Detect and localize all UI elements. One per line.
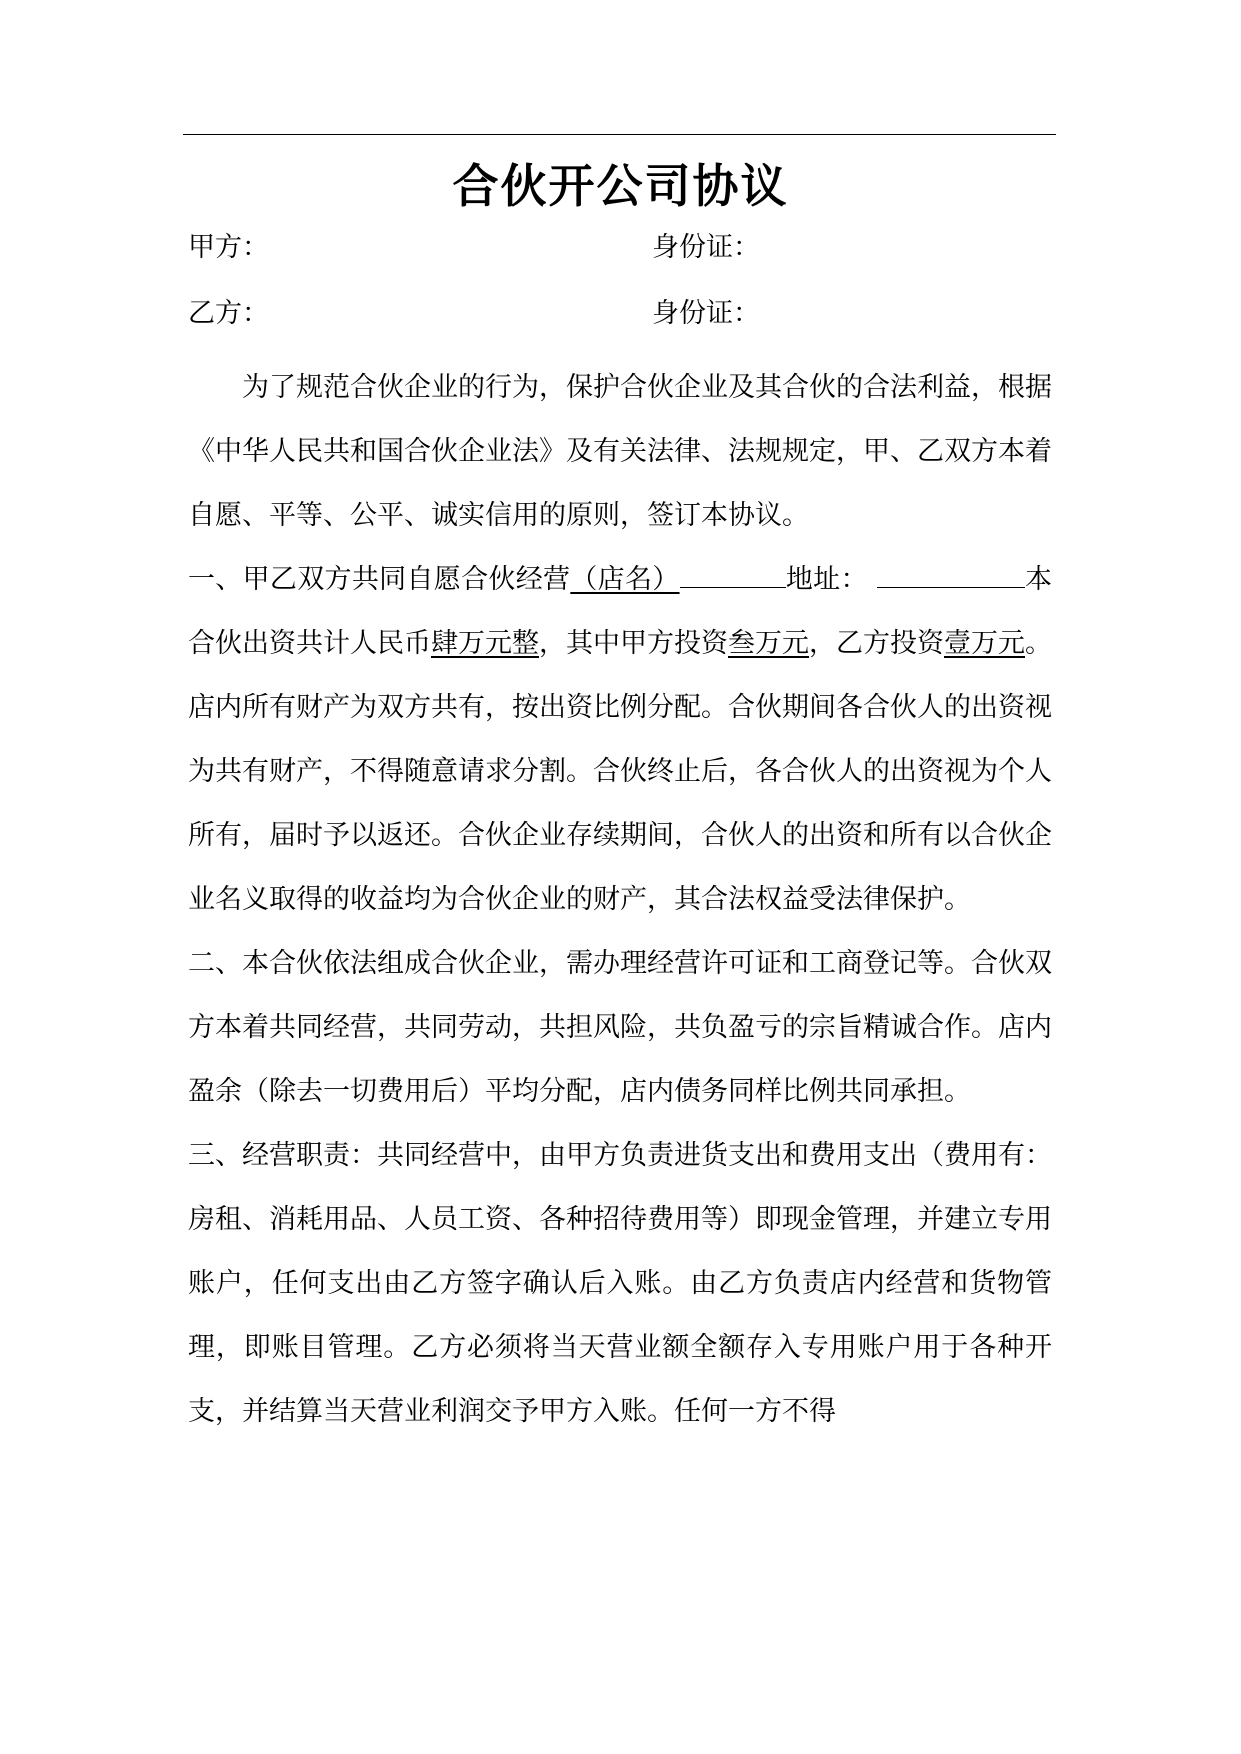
party-b-id-label: 身份证： <box>652 298 760 329</box>
party-a-label: 甲方： <box>188 232 269 263</box>
capital-mid-1: ，其中甲方投资 <box>539 628 728 659</box>
agreement-body <box>188 356 1052 1444</box>
capital-party-a: 叁万元 <box>728 628 809 659</box>
clause-3: 三、经营职责：共同经营中，由甲方负责进货支出和费用支出（费用有：房租、消耗用品、人员工资、各种招待费用等）即现金管理，并建立专用账户，任何支出由乙方签字确认后入账。由乙方负责店内经营和货物管理，即账目管理。乙方必须将当天营业额全额存入专用账户用于各种开支，并结算当天营业利润交予甲方入账。任何一方不得 <box>188 1140 1052 1427</box>
address-label: 地址： <box>785 564 868 595</box>
clause-1 <box>188 548 1052 932</box>
capital-mid-2: ，乙方投资 <box>809 628 944 659</box>
clause-1-rest: 。店内所有财产为双方共有，按出资比例分配。合伙期间各合伙人的出资视为共有财产，不得随意请求分割。合伙终止后，各合伙人的出资视为个人所有，届时予以返还。合伙企业存续期间，合伙人的出资和所有以合伙企业名义取得的收益均为合伙企业的财产，其合法权益受法律保护。 <box>188 628 1052 915</box>
shop-name-field: （店名） <box>570 564 680 595</box>
clause-1-lead: 一、甲乙双方共同自愿合伙经营 <box>188 564 571 595</box>
party-a-id-label: 身份证： <box>652 232 760 263</box>
document-title: 合伙开公司协议 <box>452 159 789 213</box>
capital-total: 肆万元整 <box>431 628 539 659</box>
capital-prefix: 本合伙出资共计人民币 <box>188 564 1053 659</box>
header-rule <box>183 134 1056 135</box>
address-blank <box>877 586 1025 588</box>
intro-paragraph: 为了规范合伙企业的行为，保护合伙企业及其合伙的合法利益，根据《中华人民共和国合伙企业法》及有关法律、法规规定，甲、乙双方本着自愿、平等、公平、诚实信用的原则，签订本协议。 <box>188 372 1052 531</box>
capital-party-b: 壹万元 <box>944 628 1025 659</box>
clause-2: 二、本合伙依法组成合伙企业，需办理经营许可证和工商登记等。合伙双方本着共同经营，共同劳动，共担风险，共负盈亏的宗旨精诚合作。店内盈余（除去一切费用后）平均分配，店内债务同样比例共同承担。 <box>188 948 1052 1107</box>
shop-name-blank <box>680 586 786 588</box>
party-b-label: 乙方： <box>188 298 269 329</box>
